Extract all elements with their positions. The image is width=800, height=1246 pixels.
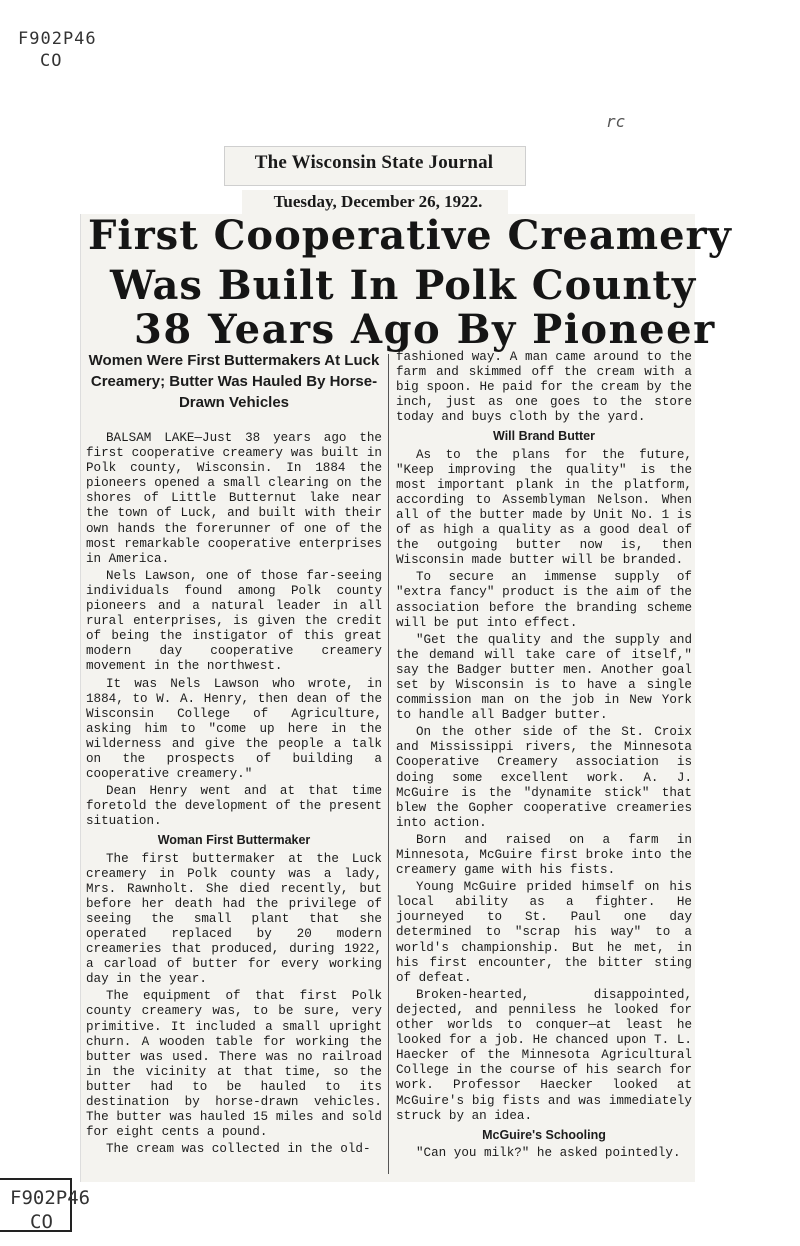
subheadline-deck: Women Were First Buttermakers At Luck Creamery; Butter Was Hauled By Horse-Drawn Vehicles — [88, 352, 380, 411]
article-paragraph: "Get the quality and the supply and the demand will take care of itself," say the Badger butter men. Another goal set by Wisconsin is to have a single commission man on the job in New York to handle all Badger butter. — [396, 632, 692, 723]
section-subhead: Woman First Buttermaker — [157, 833, 311, 848]
catalog-code-suffix: CO — [40, 51, 63, 71]
article-column-left — [86, 350, 382, 1157]
article-paragraph: Young McGuire prided himself on his local ability as a fighter. He journeyed to St. Paul one day determined to "scrap his way" to a world's championship. But he met, in his first encounter, the bitter sting of defeat. — [396, 880, 692, 985]
article-paragraph: To secure an immense supply of "extra fancy" product is the aim of the association before the branding scheme will be put into effect. — [396, 570, 692, 630]
article-paragraph: Broken-hearted, disappointed, dejected, and penniless he looked for other worlds to conquer—at least he looked for a job. He chanced upon T. L. Haecker of the Minnesota Agricultural College in the course of his search for work. Professor Haecker looked at McGuire's big fists and was immediately struck by an idea. — [396, 987, 692, 1123]
handwritten-initials: rc — [606, 112, 626, 131]
catalog-code-line: F902P46 — [18, 29, 97, 49]
article-paragraph: The first buttermaker at the Luck creamery in Polk county was a lady, Mrs. Rawnholt. She died recently, but before her death had the privilege of seeing the small plant that she operated replaced by 20 modern creameries that produced, during 1922, a carload of butter for every working day in the year. — [86, 851, 382, 987]
publication-date: Tuesday, December 26, 1922. — [273, 192, 483, 211]
article-paragraph: "Can you milk?" he asked pointedly. — [416, 1145, 681, 1160]
section-subhead: McGuire's Schooling — [482, 1127, 606, 1142]
article-paragraph-continuation: fashioned way. A man came around to the farm and skimmed off the cream with a big spoon. He paid for the cream by the inch, just as one goes to the store today and buys cloth by the yard. — [396, 350, 692, 425]
article-paragraph: Nels Lawson, one of those far-seeing individuals found among Polk county pioneers and a natural leader in all rural enterprises, is given the credit of being the instigator of this great modern day cooperative creamery movement in the northwest. — [86, 568, 382, 674]
column-rule — [388, 354, 389, 1174]
catalog-code-line: F902P46 — [10, 1187, 91, 1209]
article-paragraph: On the other side of the St. Croix and Mississippi rivers, the Minnesota Cooperative Creamery association is doing some excellent work. A. J. McGuire is the "dynamite stick" that blew the Gopher cooperative creameries into action. — [396, 725, 692, 830]
headline-line-2: Was Built In Polk County — [110, 262, 697, 309]
headline-line-1: First Cooperative Creamery — [88, 212, 732, 259]
article-paragraph: As to the plans for the future, "Keep improving the quality" is the most important plank in the platform, according to Assemblyman Nelson. When all of the butter made by Unit No. 1 is of as high a quality as a good deal of the outgoing butter now is, then Wisconsin made butter will be branded. — [396, 447, 692, 568]
article-paragraph: The equipment of that first Polk county creamery was, to be sure, very primitive. It included a small upright churn. A wooden table for working the butter was used. There was no railroad in the vicinity at that time, so the butter had to be hauled to its destination by horse-drawn vehicles. The butter was hauled 15 miles and sold for eight cents a pound. — [86, 989, 382, 1140]
newspaper-masthead: The Wisconsin State Journal — [254, 152, 494, 173]
section-subhead: Will Brand Butter — [493, 429, 595, 444]
article-paragraph: The cream was collected in the old- — [106, 1142, 371, 1157]
headline-line-3: 38 Years Ago By Pioneer — [134, 306, 716, 353]
article-paragraph: Dean Henry went and at that time foretold the development of the present situation. — [86, 784, 382, 829]
article-paragraph: Born and raised on a farm in Minnesota, McGuire first broke into the creamery game with his fists. — [396, 832, 692, 878]
article-paragraph: BALSAM LAKE—Just 38 years ago the first cooperative creamery was built in Polk county, Wisconsin. In 1884 the pioneers opened a small clearing on the shores of Little Butternut lake near the town of Luck, and built with their own hands the forerunner of one of the most remarkable cooperative enterprises in America. — [86, 431, 382, 566]
boxed-catalog-label — [0, 1178, 91, 1233]
article-paragraph: It was Nels Lawson who wrote, in 1884, to W. A. Henry, then dean of the Wisconsin College of Agriculture, asking him to "come up here in the wilderness and give the people a talk on the prospects of building a cooperative creamery." — [86, 676, 382, 782]
catalog-code-suffix: CO — [30, 1211, 53, 1233]
handwritten-catalog-note — [18, 28, 97, 72]
article-column-right — [396, 350, 692, 1161]
